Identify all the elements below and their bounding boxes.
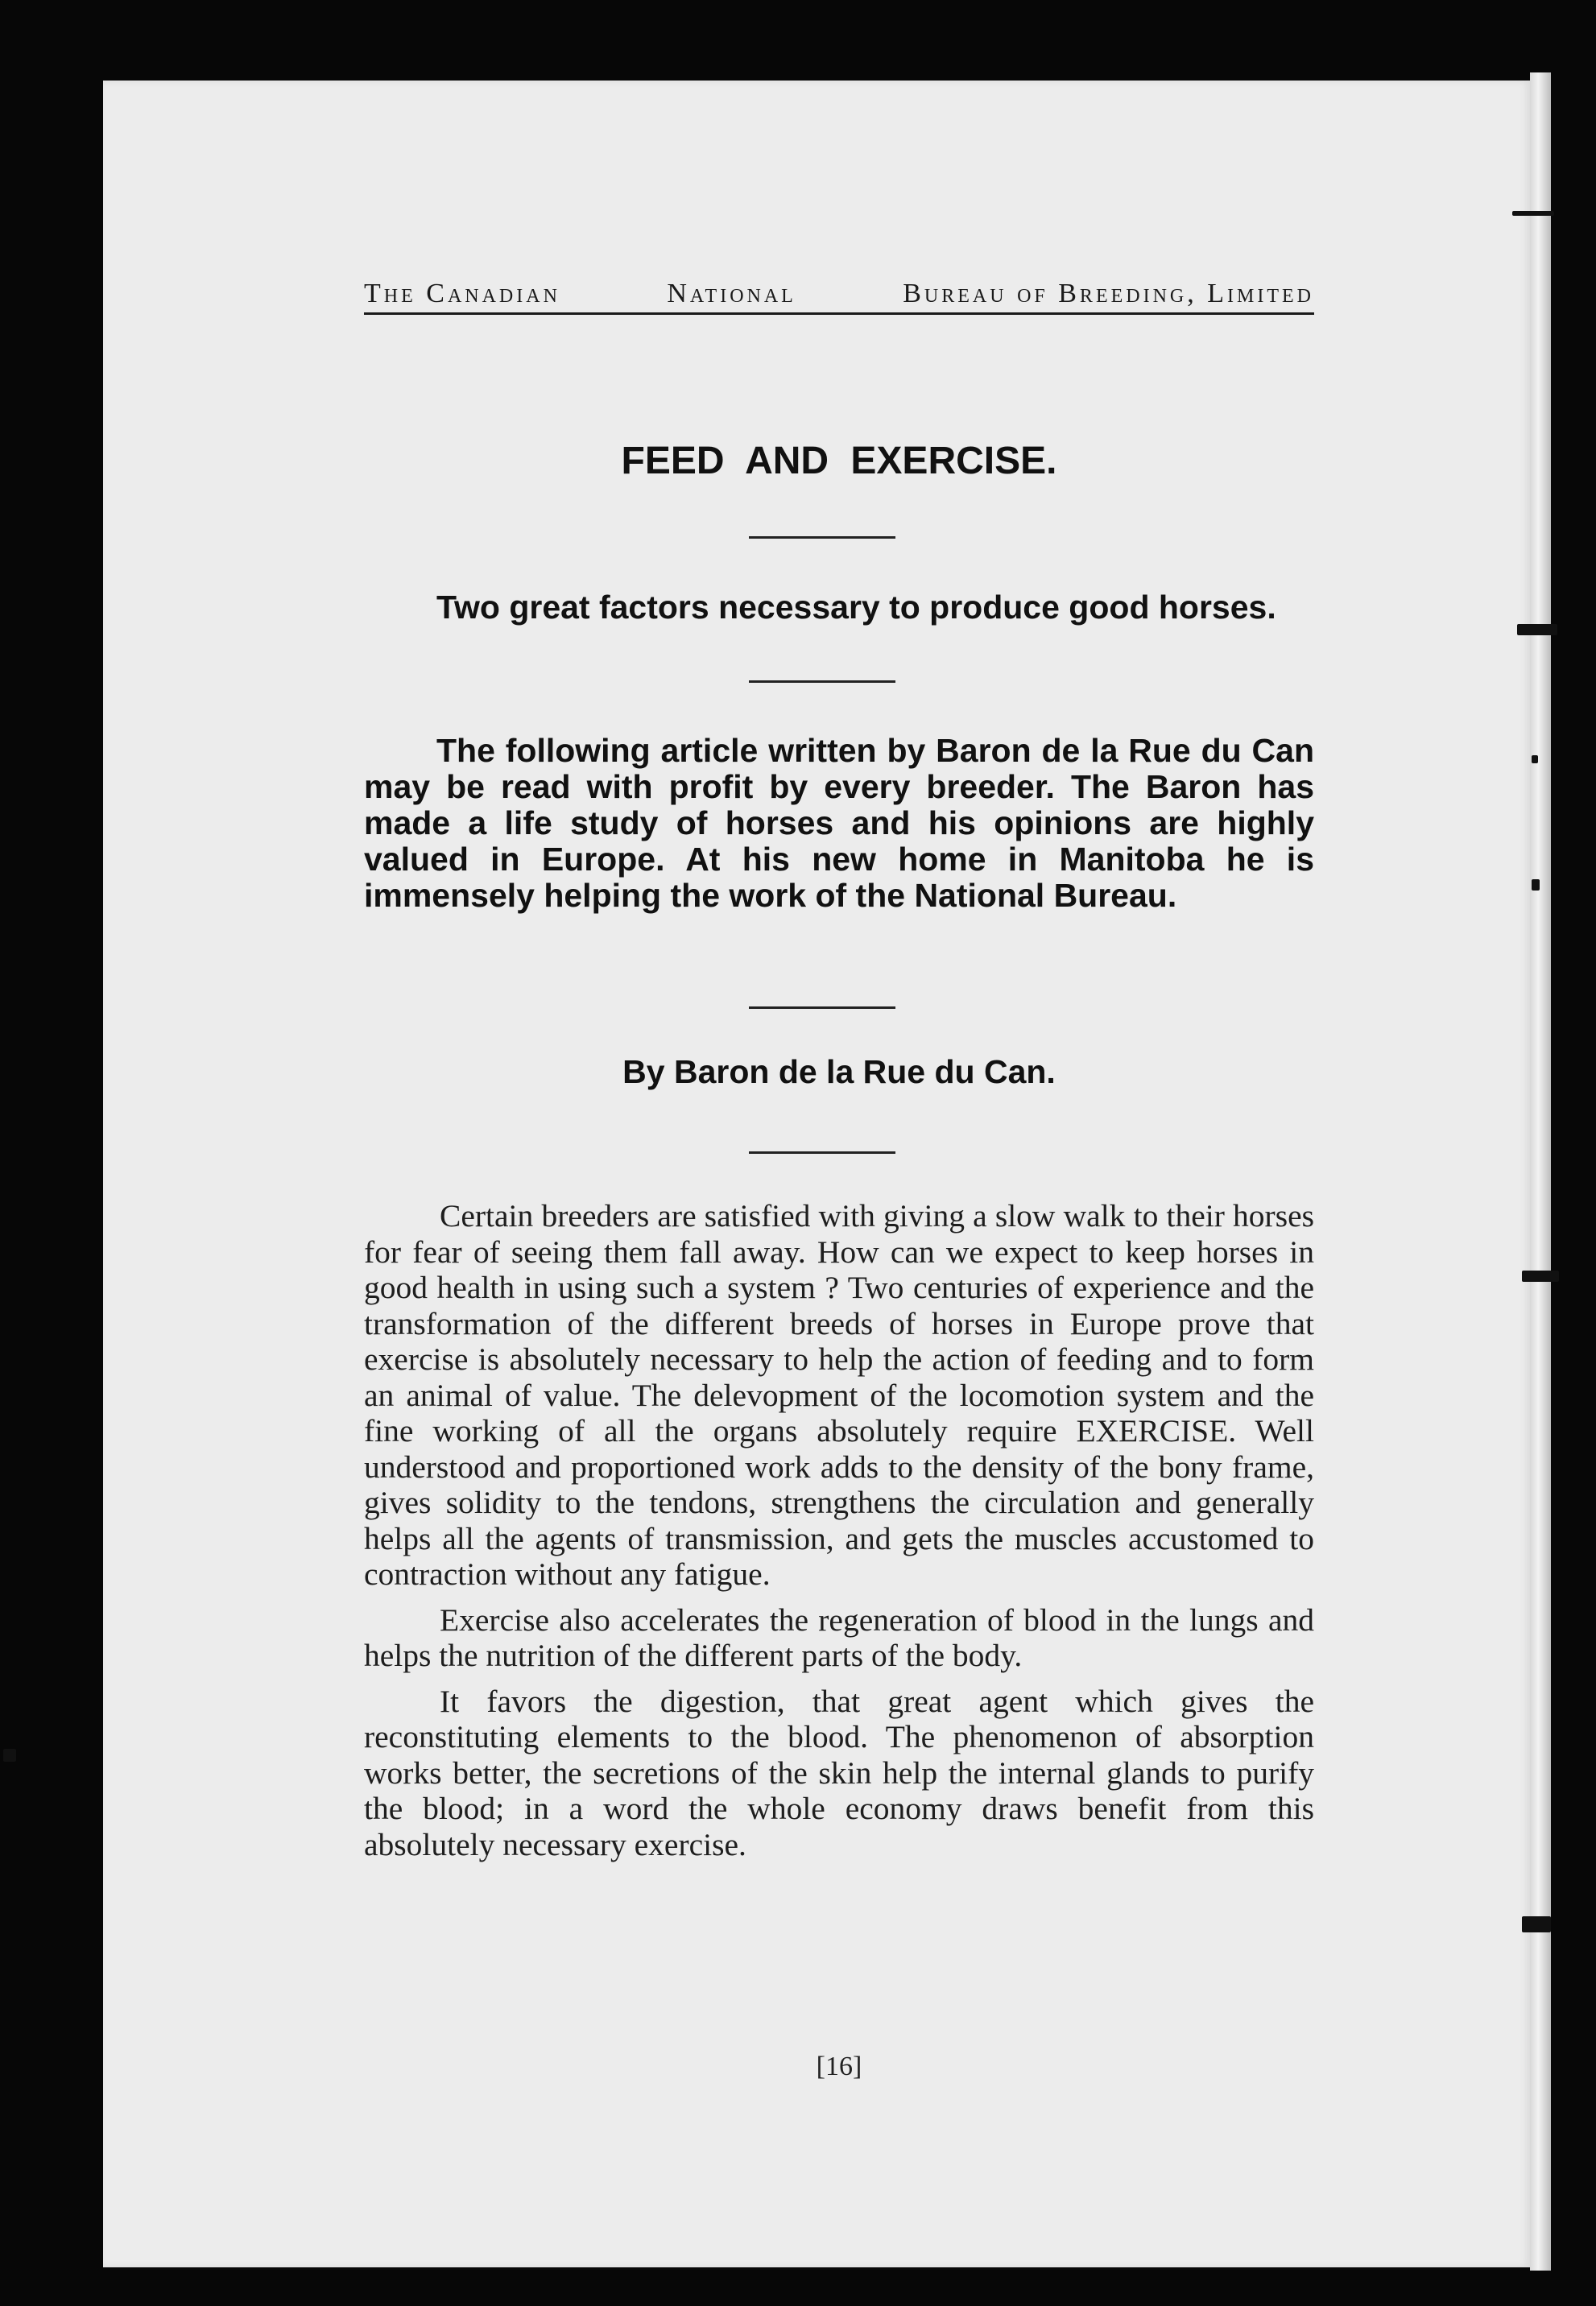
header-left: The Canadian <box>364 279 560 308</box>
divider-rule <box>749 1151 895 1154</box>
edge-mark <box>1532 879 1540 891</box>
edge-mark <box>1532 755 1538 763</box>
body-paragraph: Exercise also accelerates the regeneration of blood in the lungs and helps the nutrition of the different parts of the body. <box>364 1601 1314 1673</box>
header-right: Bureau of Breeding, Limited <box>903 279 1314 308</box>
edge-mark <box>3 1749 16 1762</box>
article-body <box>364 1198 1314 1872</box>
edge-mark <box>1522 1271 1559 1282</box>
divider-rule <box>749 1006 895 1009</box>
article-intro: The following article written by Baron de la Rue du Can may be read with profit by every breeder. The Baron has made a life study of horses and his opinions are highly valued in Europe. At his new home in Manitoba he is immensely helping the work of the National Bureau. <box>364 732 1314 914</box>
edge-mark <box>1517 624 1557 635</box>
article-subtitle: Two great factors necessary to produce good horses. <box>436 589 1276 626</box>
page-number: [16] <box>816 2052 862 2081</box>
article-byline: By Baron de la Rue du Can. <box>622 1053 1056 1090</box>
body-paragraph: It favors the digestion, that great agent which gives the reconstituting elements to the blood. The phenomenon of absorption works better, the secretions of the skin help the internal glands to purify the blood; in a word the whole economy draws benefit from this absolutely necessary exercise. <box>364 1683 1314 1862</box>
running-header <box>364 274 1314 315</box>
header-middle: National <box>667 279 796 308</box>
divider-rule <box>749 680 895 683</box>
edge-mark <box>1512 211 1554 216</box>
edge-mark <box>1522 1916 1551 1932</box>
scanned-page <box>103 81 1530 2267</box>
page-gutter <box>1530 72 1551 2271</box>
divider-rule <box>749 536 895 539</box>
body-paragraph: Certain breeders are satisfied with giving a slow walk to their horses for fear of seeing them fall away. How can we expect to keep horses in good health in using such a system ? Two centuries of experience and the transformation of the different breeds of horses in Europe prove that exercise is absolutely necessary to help the action of feeding and to form an animal of value. The delevopment of the locomotion system and the fine working of all the organs absolutely require EXERCISE. Well understood and proportioned work adds to the density of the bony frame, gives solidity to the tendons, strengthens the circulation and generally helps all the agents of transmission, and gets the muscles accustomed to contraction without any fatigue. <box>364 1198 1314 1592</box>
article-title: FEED AND EXERCISE. <box>621 440 1057 482</box>
